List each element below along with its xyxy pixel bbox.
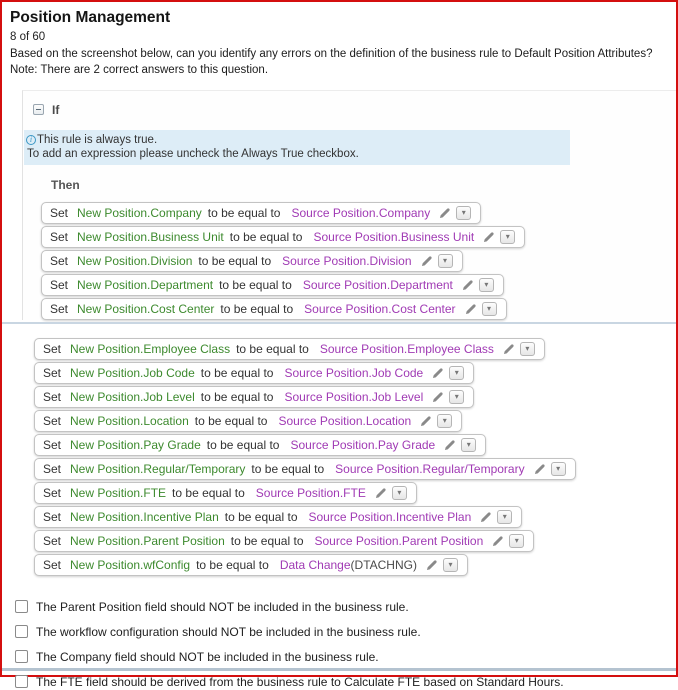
edit-pencil-icon[interactable]	[374, 487, 387, 500]
edit-pencil-icon[interactable]	[431, 391, 444, 404]
rule-row	[34, 506, 522, 528]
rule-value: Source Position.Company	[291, 206, 431, 220]
set-keyword: Set	[43, 366, 62, 380]
edit-pencil-icon[interactable]	[425, 559, 438, 572]
chevron-down-icon: ▾	[487, 304, 492, 313]
rule-value: Source Position.Employee Class	[319, 342, 494, 356]
set-keyword: Set	[43, 510, 62, 524]
row-dropdown-button[interactable]	[449, 366, 464, 380]
info-text-1: This rule is always true.	[37, 134, 158, 146]
equal-keyword: to be equal to	[230, 534, 304, 548]
rule-value: Source Position.Parent Position	[314, 534, 484, 548]
row-dropdown-button[interactable]	[461, 438, 476, 452]
chevron-down-icon: ▾	[454, 392, 459, 401]
edit-pencil-icon[interactable]	[419, 415, 432, 428]
set-keyword: Set	[50, 302, 69, 316]
set-keyword: Set	[50, 278, 69, 292]
rule-value: Source Position.Business Unit	[313, 230, 475, 244]
equal-keyword: to be equal to	[207, 206, 281, 220]
option-label: The Parent Position field should NOT be included in the business rule.	[36, 599, 409, 614]
chevron-down-icon: ▾	[502, 512, 507, 521]
rule-value: Source Position.Incentive Plan	[308, 510, 472, 524]
rule-row	[41, 202, 481, 224]
rule-row	[41, 226, 525, 248]
question-progress: 8 of 60	[10, 31, 46, 43]
row-dropdown-button[interactable]	[449, 390, 464, 404]
set-keyword: Set	[43, 558, 62, 572]
answer-option	[15, 673, 676, 690]
equal-keyword: to be equal to	[206, 438, 280, 452]
row-dropdown-button[interactable]	[551, 462, 566, 476]
set-keyword: Set	[43, 486, 62, 500]
rule-field: New Position.Pay Grade	[70, 438, 201, 452]
rule-value: Source Position.Department	[302, 278, 453, 292]
edit-pencil-icon[interactable]	[464, 303, 477, 316]
always-true-info-box	[24, 130, 570, 165]
set-keyword: Set	[50, 230, 69, 244]
rule-field: New Position.Regular/Temporary	[70, 462, 246, 476]
rule-field: New Position.Department	[77, 278, 214, 292]
edit-pencil-icon[interactable]	[491, 535, 504, 548]
equal-keyword: to be equal to	[200, 390, 274, 404]
rule-field: New Position.Division	[77, 254, 193, 268]
set-keyword: Set	[50, 254, 69, 268]
collapse-icon[interactable]	[33, 104, 44, 115]
rule-rows-top	[23, 202, 676, 320]
equal-keyword: to be equal to	[200, 366, 274, 380]
chevron-down-icon: ▾	[484, 280, 489, 289]
answer-options	[15, 598, 676, 690]
row-dropdown-button[interactable]	[520, 342, 535, 356]
row-dropdown-button[interactable]	[456, 206, 471, 220]
edit-pencil-icon[interactable]	[482, 231, 495, 244]
chevron-down-icon: ▾	[442, 416, 447, 425]
rule-field: New Position.Location	[70, 414, 189, 428]
rule-row	[34, 338, 545, 360]
set-keyword: Set	[43, 534, 62, 548]
question-text: Based on the screenshot below, can you identify any errors on the definition of the business rule to Default Position Attributes?	[10, 48, 653, 60]
rule-row	[34, 482, 417, 504]
chevron-down-icon: ▾	[514, 536, 519, 545]
equal-keyword: to be equal to	[198, 254, 272, 268]
row-dropdown-button[interactable]	[482, 302, 497, 316]
rule-value: Source Position.FTE	[255, 486, 366, 500]
rule-value: Source Position.Regular/Temporary	[335, 462, 525, 476]
set-keyword: Set	[43, 342, 62, 356]
chevron-down-icon: ▾	[466, 440, 471, 449]
rule-field: New Position.Cost Center	[77, 302, 215, 316]
info-icon: i	[26, 135, 36, 145]
edit-pencil-icon[interactable]	[461, 279, 474, 292]
equal-keyword: to be equal to	[229, 230, 303, 244]
rule-value: Source Position.Pay Grade	[290, 438, 436, 452]
rule-row	[34, 386, 474, 408]
set-keyword: Set	[50, 206, 69, 220]
option-checkbox[interactable]	[15, 675, 28, 688]
set-keyword: Set	[43, 414, 62, 428]
rule-field: New Position.wfConfig	[70, 558, 191, 572]
horizontal-scrollbar[interactable]	[2, 668, 676, 671]
option-label: The FTE field should be derived from the business rule to Calculate FTE based on Standard Hours.	[36, 674, 564, 689]
answer-option	[15, 598, 676, 615]
chevron-down-icon: ▾	[525, 344, 530, 353]
rule-row	[34, 410, 462, 432]
edit-pencil-icon[interactable]	[479, 511, 492, 524]
rule-row	[34, 530, 534, 552]
edit-pencil-icon[interactable]	[420, 255, 433, 268]
question-note: Note: There are 2 correct answers to this question.	[10, 64, 269, 76]
chevron-down-icon: ▾	[397, 488, 402, 497]
row-dropdown-button[interactable]	[443, 558, 458, 572]
equal-keyword: to be equal to	[220, 302, 294, 316]
option-label: The Company field should NOT be included in the business rule.	[36, 649, 379, 664]
page-title: Position Management	[10, 9, 171, 26]
then-label: Then	[51, 178, 80, 192]
edit-pencil-icon[interactable]	[533, 463, 546, 476]
rule-field: New Position.Job Code	[70, 366, 195, 380]
rule-rows-bottom	[2, 338, 676, 576]
set-keyword: Set	[43, 390, 62, 404]
row-dropdown-button[interactable]	[392, 486, 407, 500]
equal-keyword: to be equal to	[224, 510, 298, 524]
rule-row	[41, 274, 504, 296]
row-dropdown-button[interactable]	[438, 254, 453, 268]
set-keyword: Set	[43, 438, 62, 452]
rule-value: Source Position.Cost Center	[304, 302, 456, 316]
info-line-1	[26, 133, 565, 147]
option-checkbox[interactable]	[15, 625, 28, 638]
rule-row	[41, 250, 463, 272]
equal-keyword: to be equal to	[172, 486, 245, 500]
equal-keyword: to be equal to	[219, 278, 292, 292]
row-dropdown-button[interactable]	[479, 278, 494, 292]
row-dropdown-button[interactable]	[437, 414, 452, 428]
answer-option	[15, 648, 676, 665]
edit-pencil-icon[interactable]	[431, 367, 444, 380]
rule-editor-screenshot-bottom	[2, 324, 676, 576]
edit-pencil-icon[interactable]	[443, 439, 456, 452]
chevron-down-icon: ▾	[556, 464, 561, 473]
if-label: If	[52, 102, 60, 117]
row-dropdown-button[interactable]	[500, 230, 515, 244]
question-header	[2, 2, 676, 78]
chevron-down-icon: ▾	[461, 208, 466, 217]
row-dropdown-button[interactable]	[497, 510, 512, 524]
edit-pencil-icon[interactable]	[502, 343, 515, 356]
chevron-down-icon: ▾	[454, 368, 459, 377]
equal-keyword: to be equal to	[236, 342, 309, 356]
rule-row	[34, 458, 576, 480]
rule-row	[34, 434, 486, 456]
rule-value: Source Position.Location	[278, 414, 412, 428]
rule-value: Source Position.Job Level	[284, 390, 424, 404]
option-checkbox[interactable]	[15, 650, 28, 663]
chevron-down-icon: ▾	[505, 232, 510, 241]
equal-keyword: to be equal to	[196, 558, 269, 572]
rule-row	[34, 362, 474, 384]
equal-keyword: to be equal to	[251, 462, 325, 476]
option-label: The workflow configuration should NOT be included in the business rule.	[36, 624, 421, 639]
info-text-2: To add an expression please uncheck the Always True checkbox.	[27, 148, 359, 160]
info-line-2	[26, 147, 565, 161]
rule-field: New Position.Company	[77, 206, 202, 220]
rule-field: New Position.Employee Class	[70, 342, 231, 356]
equal-keyword: to be equal to	[194, 414, 268, 428]
rule-field: New Position.Incentive Plan	[70, 510, 219, 524]
rule-field: New Position.Business Unit	[77, 230, 224, 244]
rule-value: Source Position.Division	[282, 254, 412, 268]
chevron-down-icon: ▾	[443, 256, 448, 265]
if-section-header	[33, 102, 676, 117]
rule-editor-screenshot-top	[22, 90, 676, 320]
rule-row	[41, 298, 507, 320]
option-checkbox[interactable]	[15, 600, 28, 613]
rule-field: New Position.Parent Position	[70, 534, 225, 548]
rule-field: New Position.FTE	[70, 486, 167, 500]
set-keyword: Set	[43, 462, 62, 476]
rule-value-suffix: (DTACHNG)	[350, 558, 417, 572]
answer-option	[15, 623, 676, 640]
rule-value: Data Change	[279, 558, 351, 572]
row-dropdown-button[interactable]	[509, 534, 524, 548]
rule-row	[34, 554, 468, 576]
edit-pencil-icon[interactable]	[438, 207, 451, 220]
rule-value: Source Position.Job Code	[284, 366, 424, 380]
chevron-down-icon: ▾	[448, 560, 453, 569]
rule-field: New Position.Job Level	[70, 390, 195, 404]
